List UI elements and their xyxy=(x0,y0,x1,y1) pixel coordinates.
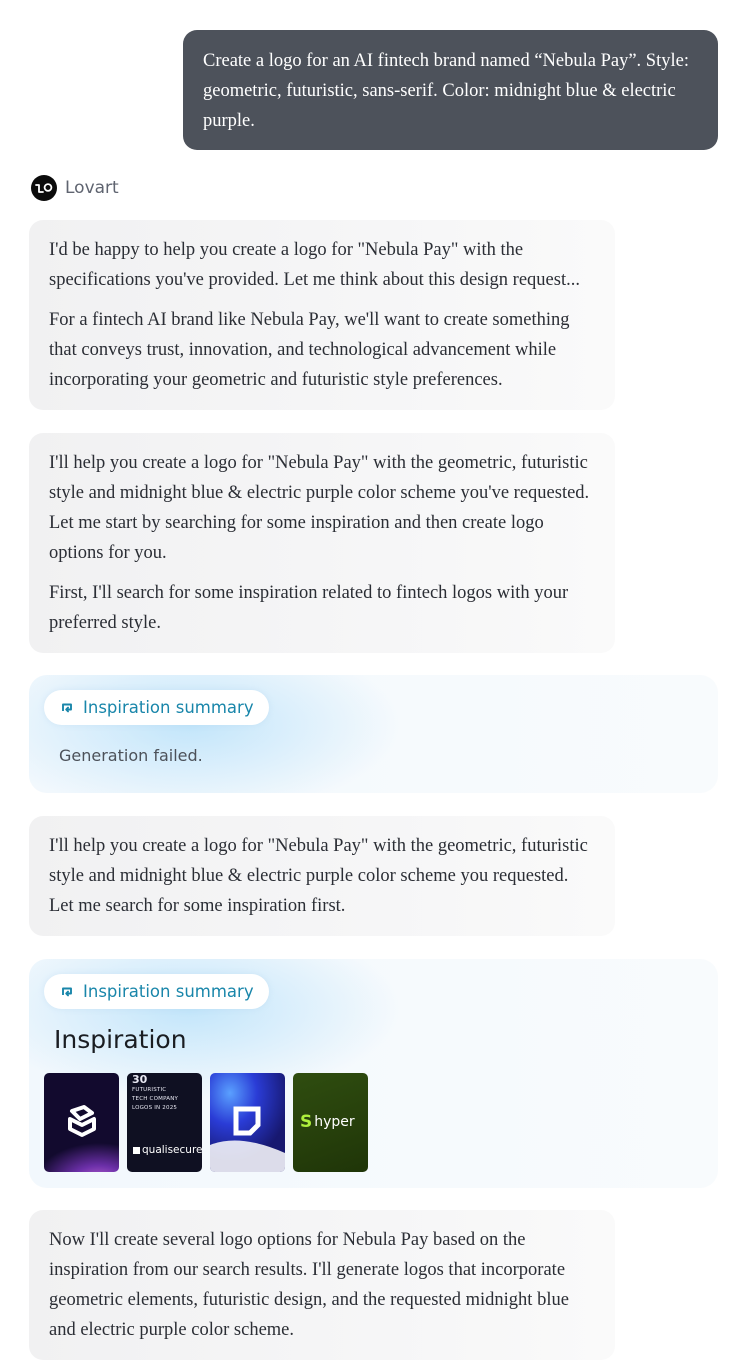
agent-message xyxy=(29,816,615,936)
generation-status: Generation failed. xyxy=(59,746,203,765)
user-message xyxy=(183,30,718,150)
agent-message xyxy=(29,433,615,653)
agent-message xyxy=(29,220,615,410)
agent-message xyxy=(29,1210,615,1360)
thumbnail-blue-square-logo[interactable] xyxy=(210,1073,285,1172)
link-icon xyxy=(60,985,74,999)
agent-header xyxy=(31,175,119,201)
message-paragraph: First, I'll search for some inspiration related to fintech logos with your preferred style. xyxy=(49,583,569,633)
link-icon xyxy=(60,701,74,715)
message-paragraph: I'll help you create a logo for "Nebula Pay" with the geometric, futuristic style and midnight blue & electric purple color scheme you've requested. Let me start by searching for some inspiration and then create logo options for you. xyxy=(49,453,590,563)
message-paragraph: I'll help you create a logo for "Nebula Pay" with the geometric, futuristic style and midnight blue & electric purple color scheme you requested. Let me search for some inspiration first. xyxy=(49,836,588,916)
message-paragraph: I'd be happy to help you create a logo for "Nebula Pay" with the specifications you've provided. Let me think about this design request... xyxy=(49,240,580,290)
agent-name: Lovart xyxy=(65,178,119,198)
inspiration-card xyxy=(29,959,718,1188)
message-paragraph: Now I'll create several logo options for Nebula Pay based on the inspiration from our search results. I'll generate logos that incorporate geometric elements, futuristic design, and the requested midnight blue and electric purple color scheme. xyxy=(49,1230,569,1340)
inspiration-summary-button[interactable] xyxy=(44,974,269,1009)
thumbnail-hyper-logo[interactable]: S hyper xyxy=(293,1073,368,1172)
inspiration-card xyxy=(29,675,718,793)
inspiration-summary-label: Inspiration summary xyxy=(83,982,254,1001)
inspiration-thumbnails xyxy=(44,1073,368,1172)
user-message-text: Create a logo for an AI fintech brand named “Nebula Pay”. Style: geometric, futuristic, sans-serif. Color: midnight blue & electric purple. xyxy=(203,51,689,131)
message-paragraph: For a fintech AI brand like Nebula Pay, we'll want to create something that conveys trust, innovation, and technological advancement while incorporating your geometric and futuristic style preferences. xyxy=(49,310,570,390)
thumbnail-tech-company-logos[interactable]: 30 FUTURISTIC TECH COMPANY LOGOS IN 2025 qualisecure xyxy=(127,1073,202,1172)
inspiration-summary-label: Inspiration summary xyxy=(83,698,254,717)
inspiration-summary-button[interactable] xyxy=(44,690,269,725)
lovart-logo-icon xyxy=(31,175,57,201)
inspiration-heading: Inspiration xyxy=(54,1025,187,1054)
thumbnail-purple-geometric-logo[interactable] xyxy=(44,1073,119,1172)
